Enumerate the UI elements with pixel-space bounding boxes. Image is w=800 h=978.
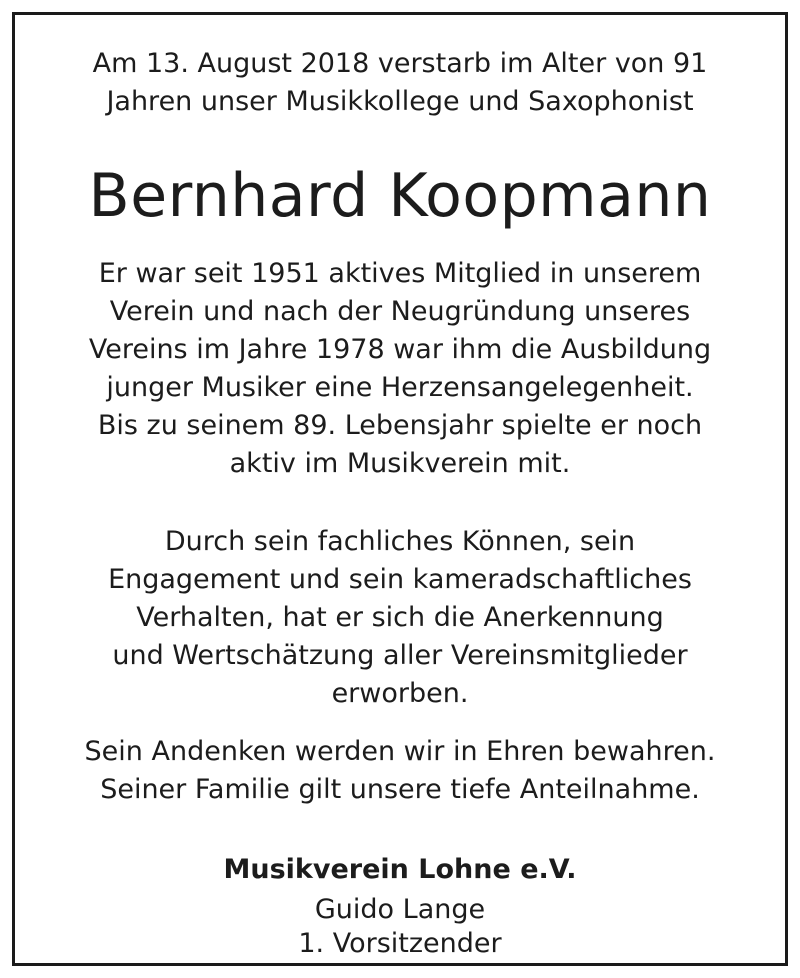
- paragraph-line: Verein und nach der Neugründung unseres: [109, 296, 691, 327]
- paragraph-line: aktiv im Musikverein mit.: [229, 448, 571, 479]
- paragraph-line: Verhalten, hat er sich die Anerkennung: [136, 602, 664, 633]
- paragraph-line: Durch sein fachliches Können, sein: [164, 526, 636, 557]
- deceased-name: Bernhard Koopmann: [88, 161, 712, 231]
- paragraph-line: Er war seit 1951 aktives Mitglied in unserem: [98, 258, 702, 289]
- intro-line: Am 13. August 2018 verstarb im Alter von 91: [92, 48, 708, 79]
- membership-paragraph: [15, 255, 785, 483]
- intro-text: [15, 45, 785, 121]
- intro-line: Jahren unser Musikkollege und Saxophonist: [106, 86, 694, 117]
- organization-name: Musikverein Lohne e.V.: [223, 854, 577, 885]
- paragraph-line: junger Musiker eine Herzensangelegenheit.: [106, 372, 694, 403]
- signature-block: [15, 893, 785, 961]
- obituary-notice: [12, 12, 788, 966]
- paragraph-line: Vereins im Jahre 1978 war ihm die Ausbildung: [88, 334, 712, 365]
- paragraph-line: Seiner Familie gilt unsere tiefe Anteilnahme.: [100, 774, 700, 805]
- signatory-title: 1. Vorsitzender: [298, 928, 502, 959]
- condolence-paragraph: [15, 733, 785, 809]
- paragraph-line: erworben.: [331, 678, 469, 709]
- paragraph-line: Sein Andenken werden wir in Ehren bewahren.: [84, 736, 716, 767]
- paragraph-line: Bis zu seinem 89. Lebensjahr spielte er noch: [97, 410, 703, 441]
- paragraph-line: und Wertschätzung aller Vereinsmitglieder: [112, 640, 688, 671]
- appreciation-paragraph: [15, 523, 785, 713]
- paragraph-line: Engagement und sein kameradschaftliches: [108, 564, 692, 595]
- signatory-name: Guido Lange: [314, 894, 486, 925]
